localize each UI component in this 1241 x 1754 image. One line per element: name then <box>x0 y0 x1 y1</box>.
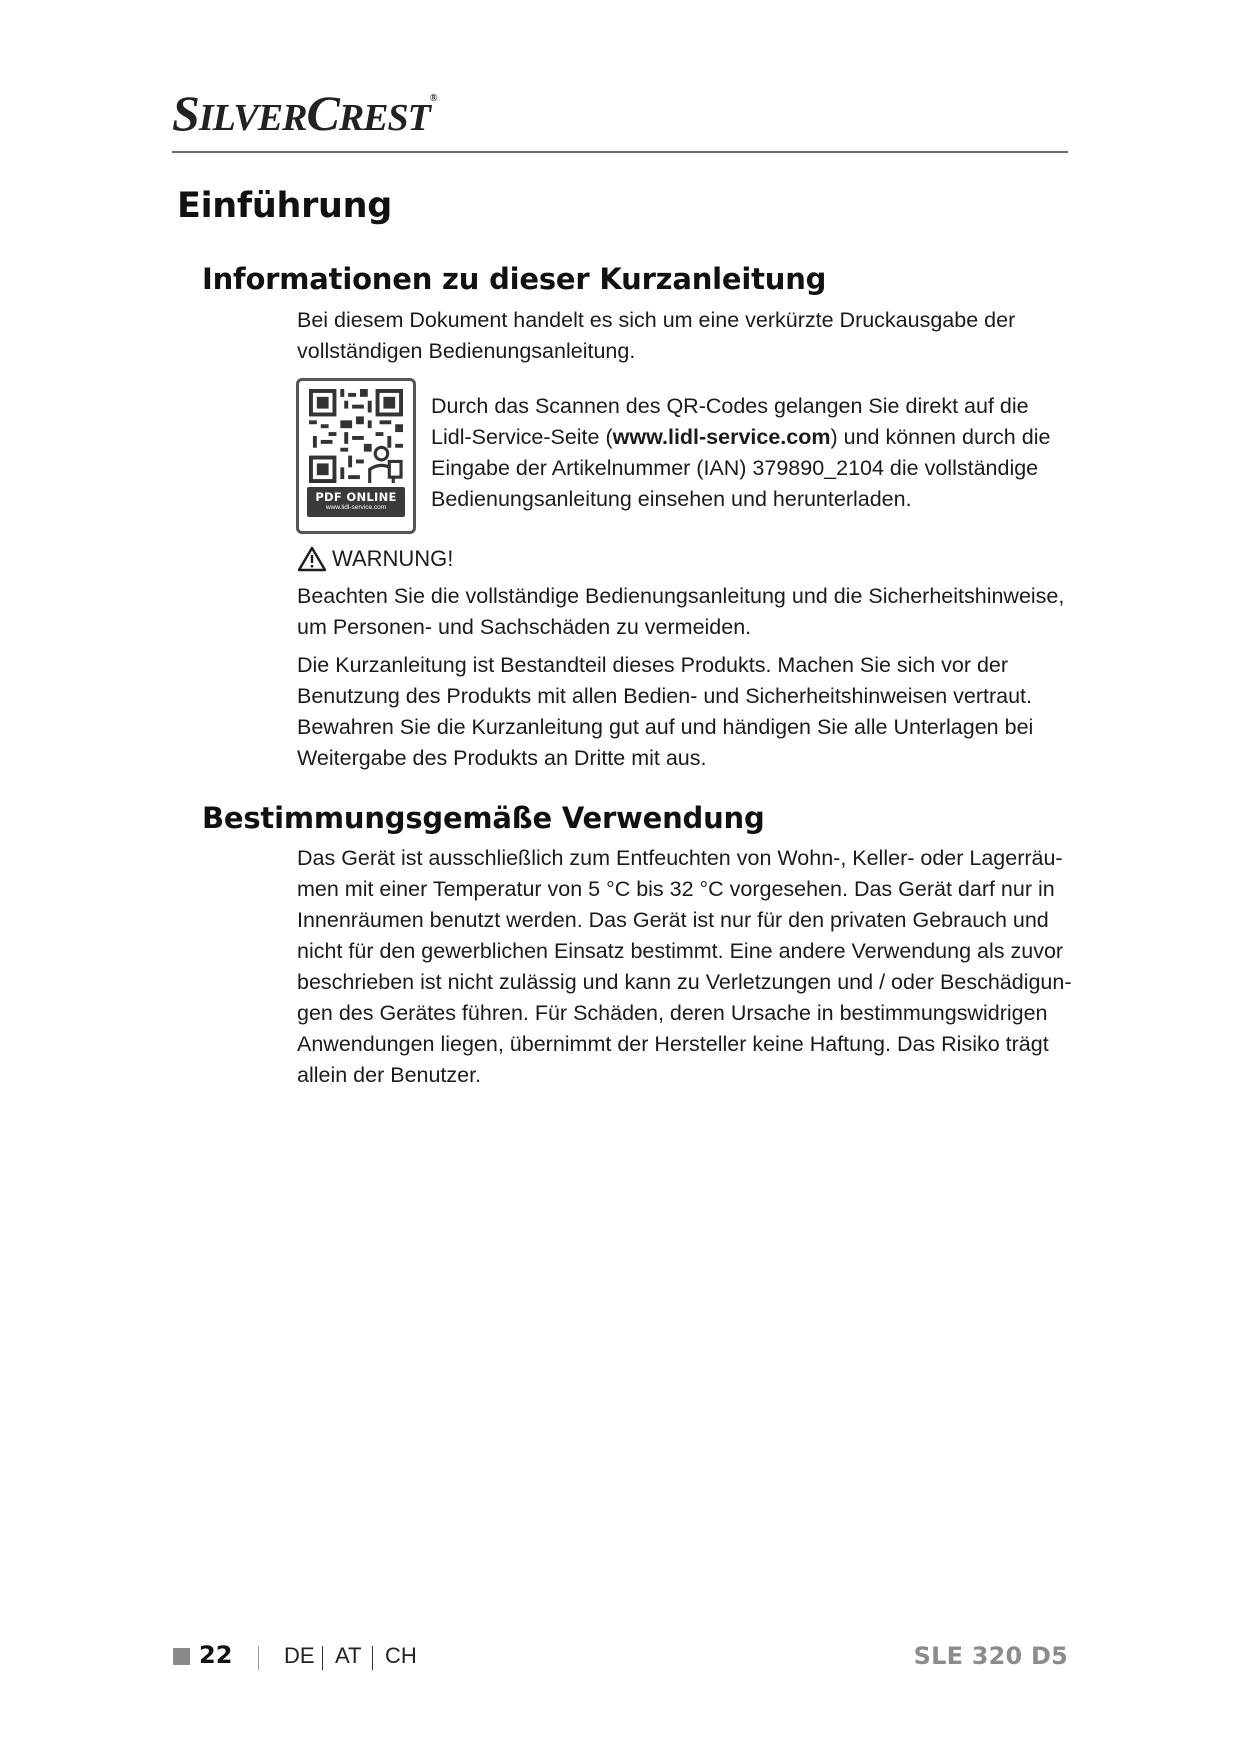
lang-ch: CH <box>385 1643 417 1668</box>
section-heading-kurzanleitung: Informationen zu dieser Kurzanleitung <box>202 262 827 296</box>
chapter-title: Einführung <box>177 186 393 226</box>
footer-divider <box>258 1646 259 1670</box>
footer-divider <box>372 1646 373 1670</box>
model-number: SLE 320 D5 <box>913 1642 1068 1670</box>
lidl-service-link[interactable]: www.lidl-service.com <box>612 425 831 449</box>
footer-square-marker <box>173 1648 190 1665</box>
qr-code-icon <box>308 389 404 483</box>
page-number: 22 <box>199 1641 233 1669</box>
warning-heading: WARNUNG! <box>297 544 453 574</box>
lang-de: DE <box>284 1643 315 1668</box>
footer-divider <box>322 1646 323 1670</box>
warning-paragraph: Beachten Sie die vollständige Bedienungsanleitung und die Sicherheitshinweise, um Personen- und Sachschäden zu vermeiden. <box>297 584 1065 639</box>
pdf-online-label: PDF ONLINE www.lidl-service.com <box>307 487 405 517</box>
intro-paragraph: Bei diesem Dokument handelt es sich um eine verkürzte Druckausgabe der vollständigen Bedienungsanleitung. <box>297 308 1016 363</box>
warning-triangle-icon <box>297 546 327 572</box>
header-rule <box>172 151 1068 153</box>
silvercrest-logo: SILVERCREST® <box>172 85 437 141</box>
lang-at: AT <box>335 1643 362 1668</box>
intended-use-paragraph: Das Gerät ist ausschließlich zum Entfeuchten von Wohn-, Keller- oder Lagerräu- men mit einer Temperatur von 5 °C bis 32 °C vorgesehen. Das Gerät darf nur in Innenräumen benutzt werden. Das Gerät ist nur für den privaten Gebrauch und nicht für den gewerblichen Einsatz bestimmt. Eine andere Verwendung als zuvor beschrieben ist nicht zulässig und kann zu Verletzungen und / oder Beschädigun- gen des Gerätes führen. Für Schäden, deren Ursache in bestimmungswidrigen Anwendungen liegen, übernimmt der Hersteller keine Haftung. Das Risiko trägt allein der Benutzer. <box>297 846 1072 1087</box>
qr-code-box[interactable] <box>296 378 416 534</box>
section-heading-verwendung: Bestimmungsgemäße Verwendung <box>202 801 765 835</box>
qr-description: Durch das Scannen des QR-Codes gelangen Sie direkt auf die Lidl-Service-Seite (www.lidl-service.com) und können durch die Eingabe der Artikelnummer (IAN) 379890_2104 die vollständige Bedienungsanleitung einsehen und herunterladen. <box>431 394 1051 511</box>
kurzanleitung-paragraph: Die Kurzanleitung ist Bestandteil dieses Produkts. Machen Sie sich vor der Benutzung des Produkts mit allen Bedien- und Sicherheitshinweisen vertraut. Bewahren Sie die Kurzanleitung gut auf und händigen Sie alle Unterlagen bei Weitergabe des Produkts an Dritte mit aus. <box>297 653 1034 770</box>
